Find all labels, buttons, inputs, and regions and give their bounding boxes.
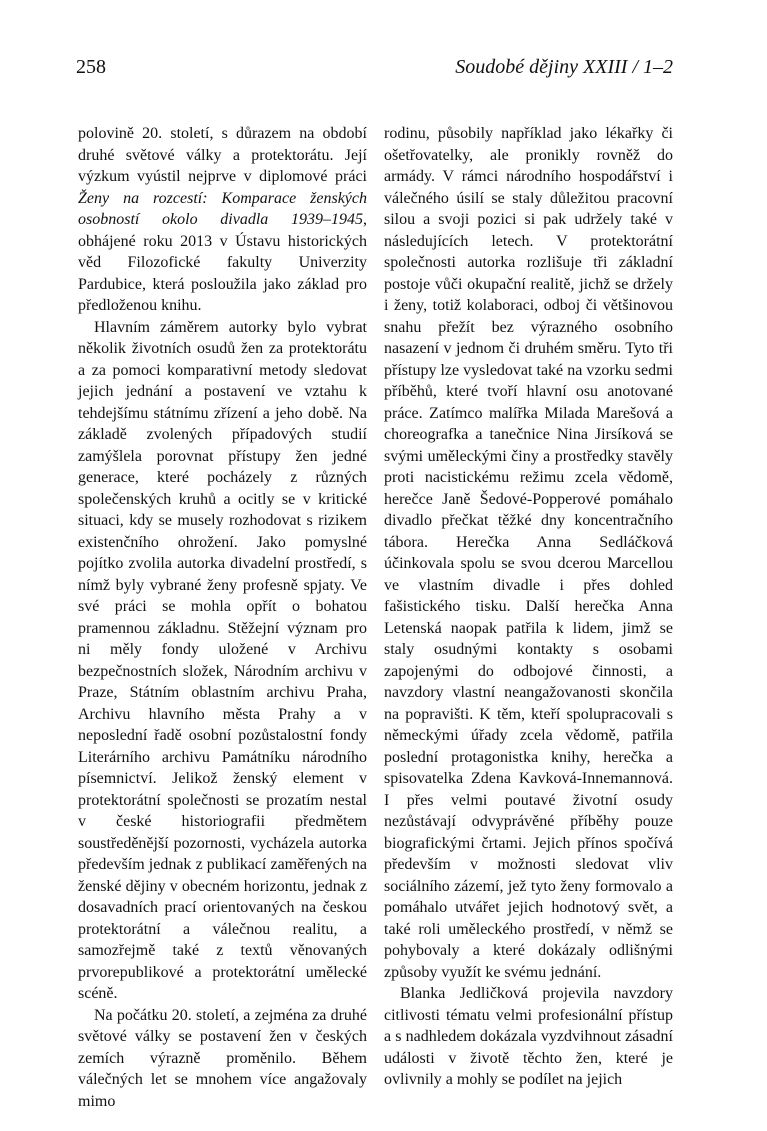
paragraph: rodinu, působily například jako lékařky či ošetřovatelky, ale pronikly rovněž do armády. V rámci národního hospodářství i válečného úsilí se staly důležitou pracovní silou a svoji pozici si pak udržely také v následujících letech. V protektorátní společnosti autorka rozlišuje tři základní postoje vůči okupační realitě, jichž se držely i ženy, totiž kolaboraci, odboj či většinovou snahu přežít bez výrazného osobního nasazení v jednom či druhém směru. Tyto tři přístupy lze vysledovat také na vzorku sedmi příběhů, které tvoří hlavní osu anotované práce. Zatímco malířka Milada Marešová a choreografka a tanečnice Nina Jirsíková se svými uměleckými činy a prostředky stavěly proti nacistickému režimu zcela vědomě, herečce Janě Šedové-Popperové pomáhalo divadlo přečkat těžké dny koncentračního tábora. Herečka Anna Sedláčková účinkovala spolu se svou dcerou Marcellou ve vlastním divadle i přes dohled fašistického tisku. Další herečka Anna Letenská naopak patřila k lidem, jimž se staly osudnými kontakty s osobami zapojenými do odbojové činnosti, a navzdory vlastní neangažovanosti skončila na popravišti. K těm, kteří spolupracovali s německými úřady zcela vědomě, patřila poslední protagonistka knihy, herečka a spisovatelka Zdena Kavková-Innemannová. I přes velmi poutavé životní osudy nezůstávají odvyprávěné příběhy pouze biografickými črtami. Jejich přínos spočívá především v možnosti sledovat vliv sociálního zázemí, jež tyto ženy formovalo a pomáhalo utvářet jejich hodnotový svět, a také roli uměleckého prostředí, v němž se pohybovaly a které dokázaly odlišnými způsoby využít ke svému jednání. — [384, 125, 673, 981]
left-column — [78, 123, 367, 1112]
text-span: , obhájené roku 2013 v Ústavu historických věd Filozofické fakulty Univerzity Pardubice, která posloužila jako základ pro předloženou knihu. — [78, 211, 367, 314]
text-span: polovině 20. století, s důrazem na období druhé světové války a protektorátu. Její výzkum vyústil nejprve v diplomové práci — [78, 125, 367, 185]
paragraph — [78, 123, 367, 317]
page-number: 258 — [76, 56, 106, 78]
paragraph: Blanka Jedličková projevila navzdory citlivosti tématu velmi profesionální přístup a s nadhledem dokázala vyzdvihnout zásadní události v životě těchto žen, které je ovlivnily a mohly se podílet na jejich — [384, 985, 673, 1088]
thesis-title: Ženy na rozcestí: Komparace ženských osobností okolo divadla 1939–1945 — [78, 189, 367, 228]
paragraph: Na počátku 20. století, a zejména za druhé světové války se postavení žen v českých zemích výrazně proměnilo. Během válečných let se mnohem více angažovaly mimo — [78, 1006, 367, 1110]
running-head: Soudobé dějiny XXIII / 1–2 — [455, 56, 673, 78]
right-column — [384, 123, 673, 1091]
paragraph: Hlavním záměrem autorky bylo vybrat několik životních osudů žen za protektorátu a za pomoci komparativní metody sledovat jejich jednání a postavení ve vztahu k tehdejšímu státnímu zřízení a jeho době. Na základě zvolených případových studií zamýšlela porovnat přístupy žen jedné generace, které pocházely z různých společenských kruhů a ocitly se v kritické situaci, kdy se musely rozhodovat s rizikem existenčního ohrožení. Jako pomyslné pojítko zvolila autorka divadelní prostředí, s nímž byly vybrané ženy profesně spjaty. Ve své práci se mohla opřít o bohatou pramennou základnu. Stěžejní význam pro ni měly fondy uložené v Archivu bezpečnostních složek, Národním archivu v Praze, Státním oblastním archivu Praha, Archivu hlavního města Prahy a v neposlední řadě osobní pozůstalostní fondy Literárního archivu Památníku národního písemnictví. Jelikož ženský element v protektorátní společnosti se prozatím nestal v české historiografii předmětem soustředěnější pozornosti, vycházela autorka především jednak z publikací zaměřených na ženské dějiny v obecném horizontu, jednak z dosavadních prací orientovaných na českou protektorátní a válečnou realitu, a samozřejmě také z textů věnovaných prvorepublikové a protektorátní umělecké scéně. — [78, 318, 367, 1002]
